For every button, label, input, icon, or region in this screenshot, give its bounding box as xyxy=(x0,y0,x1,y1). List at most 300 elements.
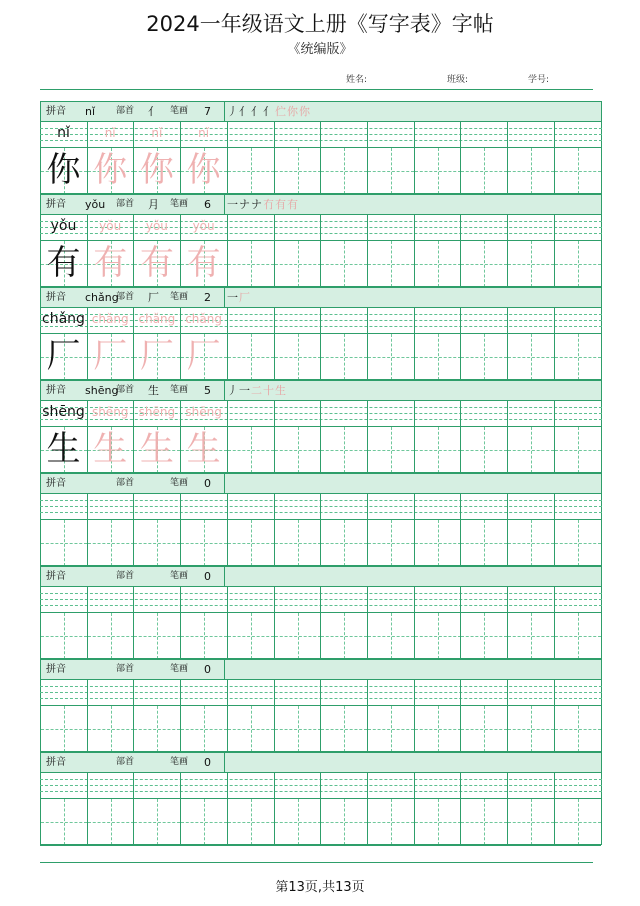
pinyin-cell-divider xyxy=(320,586,321,612)
trace-pinyin: chǎng xyxy=(91,312,129,326)
writing-cell xyxy=(133,612,180,660)
char-info-header xyxy=(40,287,602,308)
trace-pinyin: nǐ xyxy=(151,126,163,140)
stroke-step: 你 xyxy=(287,105,298,118)
cell-guide-v xyxy=(251,799,252,845)
writing-cell xyxy=(507,426,554,474)
writing-cell xyxy=(414,705,461,753)
model-character: 厂 xyxy=(46,336,81,376)
header-divider xyxy=(224,753,225,772)
pinyin-value: shēng xyxy=(85,384,119,397)
writing-cell xyxy=(133,519,180,567)
page-title: 2024一年级语文上册《写字表》字帖 xyxy=(146,12,494,36)
cell-guide-v xyxy=(438,613,439,659)
writing-cell xyxy=(460,426,507,474)
cell-guide-v xyxy=(391,799,392,845)
writing-cell xyxy=(180,519,227,567)
cell-guide-v xyxy=(578,706,579,752)
writing-cell xyxy=(227,240,274,288)
cell-guide-v xyxy=(298,334,299,380)
stroke-step: ナ xyxy=(239,198,250,211)
writing-cell xyxy=(507,612,554,660)
cell-guide-v xyxy=(578,241,579,287)
cell-guide-v xyxy=(344,520,345,566)
practice-block xyxy=(40,566,602,659)
trace-character: 你 xyxy=(139,150,174,190)
writing-cell xyxy=(320,612,367,660)
stroke-step: 亻 xyxy=(251,105,262,118)
writing-cell xyxy=(367,519,414,567)
cell-guide-v xyxy=(484,427,485,473)
header-divider xyxy=(224,567,225,586)
writing-cell xyxy=(320,333,367,381)
cell-guide-v xyxy=(484,799,485,845)
radical-label: 部首 xyxy=(116,292,135,302)
pinyin-cell-divider xyxy=(180,679,181,705)
practice-block xyxy=(40,194,602,287)
stroke-step: 一 xyxy=(227,291,238,304)
writing-cell xyxy=(414,798,461,846)
writing-cell xyxy=(554,612,601,660)
writing-cell xyxy=(87,798,134,846)
writing-cell xyxy=(554,333,601,381)
pinyin-cell-divider xyxy=(414,400,415,426)
model-pinyin: shēng xyxy=(42,404,85,420)
model-character: 生 xyxy=(46,429,81,469)
cell-guide-v xyxy=(531,520,532,566)
writing-cell xyxy=(180,612,227,660)
writing-cell xyxy=(414,426,461,474)
trace-pinyin: shēng xyxy=(91,405,129,419)
stroke-step: 二 xyxy=(251,384,262,397)
pinyin-cell-divider xyxy=(554,493,555,519)
pinyin-cell-divider xyxy=(507,307,508,333)
pinyin-cell-divider xyxy=(133,679,134,705)
cell-guide-v xyxy=(111,613,112,659)
char-info-header xyxy=(40,101,602,122)
practice-block xyxy=(40,101,602,194)
cell-guide-v xyxy=(64,706,65,752)
cell-guide-v xyxy=(251,241,252,287)
writing-cell xyxy=(320,240,367,288)
pinyin-cell-divider xyxy=(460,679,461,705)
pinyin-cell-divider xyxy=(180,772,181,798)
cell-guide-v xyxy=(438,427,439,473)
writing-cell xyxy=(87,705,134,753)
writing-cell xyxy=(227,333,274,381)
cell-guide-v xyxy=(438,334,439,380)
pinyin-cell-divider xyxy=(554,400,555,426)
writing-cell xyxy=(274,612,321,660)
char-info-header xyxy=(40,194,602,215)
header-divider xyxy=(224,381,225,400)
grid-edge xyxy=(601,798,602,845)
stroke-count: 0 xyxy=(204,570,211,583)
pinyin-cell-divider xyxy=(507,772,508,798)
header-rule xyxy=(40,89,593,90)
trace-character: 你 xyxy=(186,150,221,190)
practice-block xyxy=(40,473,602,566)
writing-cell xyxy=(414,612,461,660)
pinyin-cell-divider xyxy=(367,307,368,333)
writing-cell xyxy=(554,426,601,474)
pinyin-cell-divider xyxy=(180,493,181,519)
cell-guide-v xyxy=(531,799,532,845)
stroke-label: 笔画 xyxy=(170,478,189,488)
pinyin-label: 拼音 xyxy=(46,385,66,396)
name-field-label: 姓名: xyxy=(346,75,368,85)
writing-cell xyxy=(460,798,507,846)
pinyin-cell-divider xyxy=(554,586,555,612)
cell-guide-v xyxy=(251,427,252,473)
cell-guide-v xyxy=(251,334,252,380)
pinyin-label: 拼音 xyxy=(46,478,66,489)
stroke-step: 丿 xyxy=(227,105,238,118)
char-info-header xyxy=(40,566,602,587)
pinyin-cell-divider xyxy=(227,586,228,612)
cell-guide-v xyxy=(344,706,345,752)
cell-guide-v xyxy=(484,241,485,287)
writing-cell xyxy=(460,333,507,381)
writing-cell xyxy=(367,798,414,846)
stroke-count: 5 xyxy=(204,384,211,397)
writing-cell xyxy=(133,798,180,846)
stroke-label: 笔画 xyxy=(170,199,189,209)
pinyin-cell-divider xyxy=(414,214,415,240)
stroke-label: 笔画 xyxy=(170,106,189,116)
cell-guide-v xyxy=(157,799,158,845)
pinyin-cell-divider xyxy=(507,586,508,612)
pinyin-cell-divider xyxy=(460,307,461,333)
writing-cell xyxy=(554,705,601,753)
writing-cell xyxy=(460,240,507,288)
writing-cell xyxy=(367,426,414,474)
pinyin-cell-divider xyxy=(460,493,461,519)
trace-character: 厂 xyxy=(186,336,221,376)
writing-cell xyxy=(320,798,367,846)
writing-cell xyxy=(320,426,367,474)
pinyin-cell-divider xyxy=(507,121,508,147)
writing-cell xyxy=(507,519,554,567)
pinyin-cell-divider xyxy=(133,586,134,612)
pinyin-cell-divider xyxy=(320,307,321,333)
page-footer: 第13页,共13页 xyxy=(275,880,365,895)
cell-guide-v xyxy=(578,148,579,194)
stroke-count: 0 xyxy=(204,477,211,490)
radical-label: 部首 xyxy=(116,106,135,116)
stroke-order xyxy=(227,381,287,400)
pinyin-cell-divider xyxy=(367,400,368,426)
cell-guide-v xyxy=(531,241,532,287)
pinyin-cell-divider xyxy=(367,679,368,705)
pinyin-cell-divider xyxy=(554,772,555,798)
writing-cell xyxy=(414,240,461,288)
pinyin-cell-divider xyxy=(87,493,88,519)
cell-guide-v xyxy=(298,241,299,287)
writing-cell xyxy=(133,705,180,753)
cell-guide-v xyxy=(298,427,299,473)
pinyin-cell-divider xyxy=(414,679,415,705)
radical-label: 部首 xyxy=(116,199,135,209)
pinyin-label: 拼音 xyxy=(46,757,66,768)
pinyin-cell-divider xyxy=(367,772,368,798)
model-pinyin: yǒu xyxy=(50,218,77,234)
pinyin-cell-divider xyxy=(320,493,321,519)
writing-cell xyxy=(460,147,507,195)
stroke-count: 2 xyxy=(204,291,211,304)
cell-guide-v xyxy=(531,613,532,659)
pinyin-cell-divider xyxy=(274,772,275,798)
pinyin-cell-divider xyxy=(460,586,461,612)
writing-cell xyxy=(460,519,507,567)
trace-character: 有 xyxy=(186,243,221,283)
radical-label: 部首 xyxy=(116,385,135,395)
writing-cell xyxy=(507,798,554,846)
grid-edge xyxy=(601,612,602,659)
pinyin-cell-divider xyxy=(460,400,461,426)
student-id-field-label: 学号: xyxy=(528,75,550,85)
pinyin-label: 拼音 xyxy=(46,571,66,582)
radical-label: 部首 xyxy=(116,757,135,767)
writing-cell xyxy=(507,333,554,381)
pinyin-cell-divider xyxy=(367,214,368,240)
trace-character: 有 xyxy=(93,243,128,283)
header-divider xyxy=(224,474,225,493)
cell-guide-v xyxy=(298,799,299,845)
pinyin-cell-divider xyxy=(274,307,275,333)
grid-edge xyxy=(601,519,602,566)
stroke-order xyxy=(227,102,311,121)
cell-guide-v xyxy=(438,148,439,194)
stroke-step: 一 xyxy=(227,198,238,211)
stroke-step: 一 xyxy=(239,384,250,397)
pinyin-cell-divider xyxy=(414,307,415,333)
trace-character: 生 xyxy=(186,429,221,469)
pinyin-value: yǒu xyxy=(85,198,106,211)
writing-cell xyxy=(180,798,227,846)
pinyin-cell-divider xyxy=(87,586,88,612)
writing-cell xyxy=(227,798,274,846)
cell-guide-v xyxy=(391,520,392,566)
cell-guide-v xyxy=(484,520,485,566)
char-info-header xyxy=(40,659,602,680)
pinyin-cell-divider xyxy=(87,772,88,798)
writing-cell xyxy=(367,705,414,753)
writing-cell xyxy=(274,519,321,567)
stroke-label: 笔画 xyxy=(170,292,189,302)
stroke-step: 你 xyxy=(299,105,310,118)
pinyin-cell-divider xyxy=(460,214,461,240)
writing-cell xyxy=(554,240,601,288)
trace-pinyin: shēng xyxy=(185,405,222,419)
header-divider xyxy=(224,195,225,214)
cell-guide-v xyxy=(484,706,485,752)
radical-value: 生 xyxy=(148,384,159,397)
writing-cell xyxy=(507,147,554,195)
pinyin-cell-divider xyxy=(320,772,321,798)
writing-cell xyxy=(554,147,601,195)
stroke-step: 冇 xyxy=(263,198,274,211)
trace-character: 生 xyxy=(93,429,128,469)
pinyin-cell-divider xyxy=(414,493,415,519)
radical-label: 部首 xyxy=(116,478,135,488)
pinyin-cell-divider xyxy=(227,493,228,519)
pinyin-cell-divider xyxy=(554,214,555,240)
cell-guide-v xyxy=(157,520,158,566)
pinyin-cell-divider xyxy=(133,772,134,798)
trace-pinyin: shēng xyxy=(138,405,176,419)
pinyin-cell-divider xyxy=(274,400,275,426)
stroke-label: 笔画 xyxy=(170,571,189,581)
writing-cell xyxy=(87,519,134,567)
cell-guide-v xyxy=(344,241,345,287)
pinyin-cell-divider xyxy=(554,679,555,705)
grid-edge xyxy=(601,705,602,752)
pinyin-label: 拼音 xyxy=(46,292,66,303)
cell-guide-v xyxy=(438,520,439,566)
trace-pinyin: yǒu xyxy=(99,219,122,233)
stroke-step: 亻 xyxy=(239,105,250,118)
cell-guide-v xyxy=(578,427,579,473)
cell-guide-v xyxy=(531,334,532,380)
cell-guide-v xyxy=(111,520,112,566)
writing-cell xyxy=(40,612,87,660)
cell-guide-v xyxy=(111,706,112,752)
cell-guide-v xyxy=(391,427,392,473)
writing-cell xyxy=(40,519,87,567)
pinyin-cell-divider xyxy=(367,493,368,519)
stroke-step: 十 xyxy=(263,384,274,397)
trace-pinyin: yǒu xyxy=(192,219,215,233)
trace-pinyin: chǎng xyxy=(185,312,222,326)
cell-guide-v xyxy=(391,241,392,287)
cell-guide-v xyxy=(344,427,345,473)
cell-guide-v xyxy=(157,613,158,659)
stroke-step: 伫 xyxy=(275,105,286,118)
stroke-step: 有 xyxy=(275,198,286,211)
stroke-count: 0 xyxy=(204,663,211,676)
pinyin-cell-divider xyxy=(227,772,228,798)
stroke-step: 有 xyxy=(287,198,298,211)
model-character: 你 xyxy=(46,150,81,190)
writing-cell xyxy=(554,798,601,846)
cell-guide-v xyxy=(484,613,485,659)
pinyin-cell-divider xyxy=(507,679,508,705)
cell-guide-v xyxy=(531,706,532,752)
grid-bottom xyxy=(40,844,602,845)
pinyin-cell-divider xyxy=(367,586,368,612)
pinyin-cell-divider xyxy=(320,121,321,147)
pinyin-cell-divider xyxy=(507,400,508,426)
writing-cell xyxy=(274,333,321,381)
cell-guide-v xyxy=(531,148,532,194)
char-info-header xyxy=(40,473,602,494)
writing-cell xyxy=(227,612,274,660)
stroke-count: 7 xyxy=(204,105,211,118)
writing-cell xyxy=(554,519,601,567)
cell-guide-v xyxy=(391,148,392,194)
pinyin-cell-divider xyxy=(320,214,321,240)
trace-character: 生 xyxy=(139,429,174,469)
pinyin-cell-divider xyxy=(320,400,321,426)
grid-edge xyxy=(601,333,602,380)
writing-cell xyxy=(227,426,274,474)
practice-block xyxy=(40,659,602,752)
pinyin-cell-divider xyxy=(320,679,321,705)
trace-character: 你 xyxy=(93,150,128,190)
pinyin-cell-divider xyxy=(554,307,555,333)
radical-label: 部首 xyxy=(116,571,135,581)
pinyin-cell-divider xyxy=(274,493,275,519)
grid-edge xyxy=(601,240,602,287)
writing-cell xyxy=(367,240,414,288)
cell-guide-v xyxy=(344,799,345,845)
trace-pinyin: nǐ xyxy=(198,126,210,140)
cell-guide-v xyxy=(298,148,299,194)
writing-cell xyxy=(460,705,507,753)
writing-cell xyxy=(40,798,87,846)
writing-cell xyxy=(274,147,321,195)
pinyin-cell-divider xyxy=(274,586,275,612)
writing-cell xyxy=(320,705,367,753)
pinyin-cell-divider xyxy=(414,772,415,798)
pinyin-cell-divider xyxy=(554,121,555,147)
stroke-count: 0 xyxy=(204,756,211,769)
cell-guide-v xyxy=(298,706,299,752)
cell-guide-v xyxy=(484,148,485,194)
cell-guide-v xyxy=(391,706,392,752)
class-field-label: 班级: xyxy=(447,75,469,85)
cell-guide-v xyxy=(344,613,345,659)
pinyin-cell-divider xyxy=(87,679,88,705)
stroke-step: 丿 xyxy=(227,384,238,397)
writing-cell xyxy=(414,147,461,195)
writing-cell xyxy=(367,147,414,195)
stroke-label: 笔画 xyxy=(170,664,189,674)
writing-cell xyxy=(507,705,554,753)
practice-block xyxy=(40,752,602,845)
cell-guide-v xyxy=(204,706,205,752)
writing-cell xyxy=(507,240,554,288)
cell-guide-v xyxy=(438,241,439,287)
writing-cell xyxy=(460,612,507,660)
writing-cell xyxy=(180,705,227,753)
cell-guide-v xyxy=(298,520,299,566)
cell-guide-v xyxy=(251,706,252,752)
writing-cell xyxy=(414,519,461,567)
cell-guide-v xyxy=(438,799,439,845)
stroke-count: 6 xyxy=(204,198,211,211)
cell-guide-v xyxy=(111,799,112,845)
writing-cell xyxy=(274,705,321,753)
cell-guide-v xyxy=(531,427,532,473)
practice-block xyxy=(40,380,602,473)
model-character: 有 xyxy=(46,243,81,283)
cell-guide-v xyxy=(157,706,158,752)
cell-guide-v xyxy=(64,613,65,659)
trace-character: 有 xyxy=(139,243,174,283)
cell-guide-v xyxy=(204,799,205,845)
cell-guide-v xyxy=(204,520,205,566)
pinyin-cell-divider xyxy=(227,679,228,705)
header-divider xyxy=(224,102,225,121)
stroke-label: 笔画 xyxy=(170,385,189,395)
stroke-step: 生 xyxy=(275,384,286,397)
trace-pinyin: chǎng xyxy=(138,312,176,326)
writing-cell xyxy=(227,147,274,195)
cell-guide-v xyxy=(251,148,252,194)
radical-value: 厂 xyxy=(148,291,159,304)
